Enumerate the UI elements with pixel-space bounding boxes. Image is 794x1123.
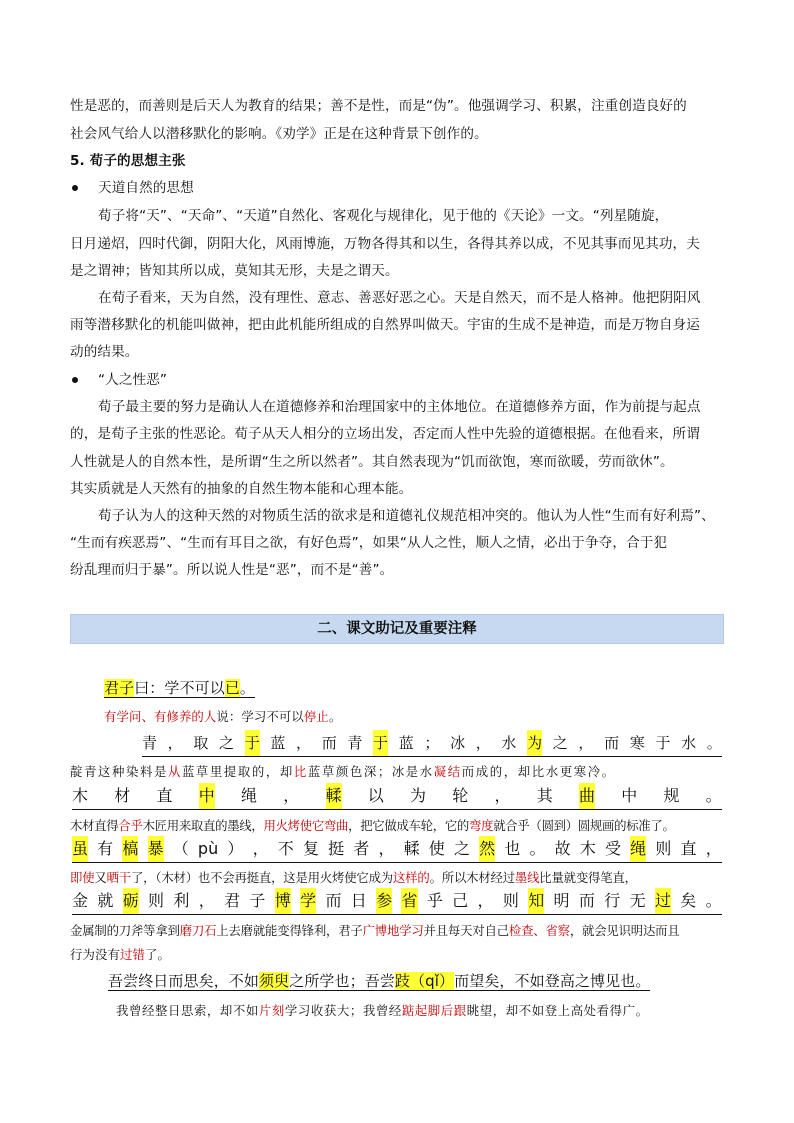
char: 金: [72, 891, 89, 910]
char: ，: [296, 734, 312, 752]
text-span: ，把它做成车轮，它的: [348, 818, 470, 833]
char: 砺: [123, 888, 139, 914]
char: 则: [502, 891, 519, 910]
note-span: 墨线: [514, 870, 540, 885]
char: 寒: [629, 734, 645, 752]
char: ，: [283, 786, 300, 805]
text-span: 。: [239, 679, 256, 697]
char: ，: [494, 786, 511, 805]
note-span: 弯度: [469, 818, 494, 833]
char: 轮: [452, 786, 469, 805]
char: 之: [552, 734, 568, 752]
section-banner: 二、课文助记及重要注释: [70, 614, 724, 644]
char: 君: [224, 891, 241, 910]
char: 輮: [326, 783, 342, 809]
char: 则: [655, 839, 672, 858]
char: ，: [705, 839, 722, 858]
paragraph-line: 雨等潜移默化的机能叫做神，把由此机能所组成的自然界叫做天。宇宙的生成不是神造，而是万物自身运: [70, 317, 700, 333]
char: 己: [452, 891, 469, 910]
char: 而: [321, 734, 337, 752]
char: 中: [199, 783, 215, 809]
bullet-dot-1: [72, 185, 78, 191]
paragraph-line: 荀子认为人的这种天然的对物质生活的欲求是和道德礼仪规范相冲突的。他认为人性“生而有好利焉”、: [98, 508, 715, 524]
note-span: 从: [167, 764, 182, 779]
char: 使: [428, 839, 445, 858]
note-span: 即使: [70, 870, 95, 885]
char: 明: [553, 891, 570, 910]
bullet-item-human-nature: “人之性恶”: [98, 372, 168, 388]
text-span: 说：学习不可以: [216, 709, 304, 724]
char: 者: [353, 839, 370, 858]
char: 绳: [630, 836, 646, 862]
paragraph-line: 是之谓神；皆知其所以成，莫知其无形，夫是之谓天。: [70, 263, 399, 279]
char: 中: [621, 786, 638, 805]
char: 于: [373, 730, 388, 756]
char: 子: [249, 891, 266, 910]
note-span: 停止: [303, 709, 329, 724]
char: 木: [579, 839, 596, 858]
note-span: 检查、省察: [508, 923, 570, 938]
text-span: 学习收获大；我曾经: [284, 1003, 402, 1018]
char: 直: [156, 786, 173, 805]
text-line-6: [108, 967, 650, 995]
char: 利: [173, 891, 190, 910]
paragraph-line: 的，是荀子主张的性恶论。荀子从天人相分的立场出发，否定而人性中先验的道德根据。在他看来，所谓: [70, 426, 700, 442]
char: 规: [663, 786, 680, 805]
char: 就: [97, 891, 114, 910]
text-line-4: [72, 836, 722, 863]
char: ，: [578, 734, 594, 752]
text-span: 蓝草里提取的，却: [181, 764, 294, 779]
text-span: 而成的，却比水更寒冷。: [461, 764, 616, 779]
char: ，: [378, 839, 395, 858]
char: 以: [367, 786, 384, 805]
note-span: 晒干: [106, 870, 131, 885]
text-span: 并且每天对自己: [423, 923, 509, 938]
text-line-5: [72, 888, 722, 915]
char: 而: [325, 891, 342, 910]
text-span: ，就会见识明达而且: [569, 923, 680, 938]
bullet-item-nature: 天道自然的思想: [98, 180, 194, 196]
char: 复: [302, 839, 320, 858]
translation-line-1: [104, 703, 341, 731]
char: 于: [655, 734, 671, 752]
text-span: 靛青这种染料是: [70, 764, 168, 779]
char: 虽: [72, 836, 88, 862]
paragraph-line: 荀子将“天”、“天命”、“天道”自然化、客观化与规律化，见于他的《天论》一文。“列星随旋，: [98, 208, 669, 224]
char: ，: [475, 734, 491, 752]
char: 则: [148, 891, 165, 910]
text-span: 金属制的刀斧等拿到: [70, 923, 180, 938]
char: ，: [198, 891, 215, 910]
text-span: 就合乎（圆到）圆规画的标准了。: [493, 818, 675, 833]
char: 。: [705, 891, 722, 910]
char: 木: [72, 786, 89, 805]
note-span: 踮起脚后跟: [401, 1003, 467, 1018]
note-span: 广博地学习: [362, 923, 424, 938]
char: 而: [604, 734, 620, 752]
char: 日: [350, 891, 367, 910]
note-span: 合乎: [118, 818, 143, 833]
char: 材: [114, 786, 131, 805]
char: 直: [680, 839, 697, 858]
paragraph-line: 纷乱理而归于暴”。所以说人性是“恶”，而不是“善”。: [70, 562, 394, 578]
char: 博: [275, 888, 291, 914]
text-span: 眺望，却不如登上高处看得广。: [466, 1003, 649, 1018]
paragraph-line: “生而有疾恶焉”、“生而有耳目之欲，有好色焉”，如果“从人之性，顺人之情，必出于争夺，合于犯: [70, 535, 668, 551]
char: 有: [97, 839, 114, 858]
char: 之: [219, 734, 235, 752]
keyword: 已: [224, 679, 240, 697]
char: ）: [227, 839, 244, 858]
char: ；: [424, 734, 440, 752]
char: 知: [528, 888, 544, 914]
char: 。: [529, 839, 546, 858]
char: 冰: [450, 734, 466, 752]
char: 为: [410, 786, 427, 805]
paragraph-line: 日月递炤，四时代御，阴阳大化，风雨博施，万物各得其和以生，各得其养以成，不见其事而见其功，夫: [70, 236, 700, 252]
paragraph-line: 荀子最主要的努力是确认人在道德修养和治理国家中的主体地位。在道德修养方面，作为前提与起点: [98, 399, 701, 415]
char: 青: [347, 734, 363, 752]
note-span: 这样的: [392, 870, 430, 885]
intro-line-1: 性是恶的，而善则是后天人为教育的结果；善不是性，而是“伪”。他强调学习、积累，注重创造良好的: [70, 98, 687, 114]
note-span: 有学问、有修养的人: [104, 709, 217, 724]
text-span: 曰：学不可以: [134, 679, 225, 697]
text-span: 木材直得: [70, 818, 119, 833]
char: 于: [245, 730, 260, 756]
char: 。: [706, 734, 722, 752]
char: ，: [167, 734, 183, 752]
text-span: 吾尝终日而思矣，不如: [108, 972, 260, 990]
char: 矣: [680, 891, 697, 910]
intro-line-2: 社会风气给人以潜移默化的影响。《劝学》正是在这种背景下创作的。: [70, 126, 488, 142]
text-span: 了，（木材）也不会再挺直，这是用火烤使它成为: [130, 870, 393, 885]
char: 为: [527, 730, 542, 756]
text-span: 行为没有: [70, 947, 120, 962]
keyword: 君子: [104, 679, 135, 697]
char: 而: [578, 891, 595, 910]
text-span: 。所以木材经过: [429, 870, 515, 885]
text-span: 我曾经整日思索，却不如: [116, 1003, 259, 1018]
keyword: 跂（qǐ）: [394, 972, 455, 990]
char: 曲: [579, 783, 595, 809]
char: 参: [376, 888, 392, 914]
char: 也: [504, 839, 521, 858]
text-span: 比量就变得笔直，: [539, 870, 637, 885]
char: 其: [536, 786, 553, 805]
char: 取: [193, 734, 209, 752]
char: 乎: [426, 891, 443, 910]
text-span: 蓝草颜色深；冰是水: [307, 764, 434, 779]
text-line-3: [72, 783, 722, 810]
text-line-1: [104, 674, 255, 702]
translation-line-2: [70, 758, 616, 786]
char: 輮: [403, 839, 420, 858]
paragraph-line: 其实质就是人天然有的抽象的自然生物本能和心理本能。: [70, 481, 413, 497]
char: 蓝: [270, 734, 286, 752]
char: 挺: [328, 839, 345, 858]
char: 不: [277, 839, 294, 858]
char: （: [172, 839, 189, 858]
text-span: 。: [328, 709, 342, 724]
char: 蓝: [398, 734, 414, 752]
note-span: 比: [293, 764, 308, 779]
char: 绳: [241, 786, 258, 805]
char: 无: [629, 891, 646, 910]
text-span: 而望矣，不如登高之博见也。: [454, 972, 651, 990]
paragraph-line: 动的结果。: [70, 344, 139, 360]
char: 。: [705, 786, 722, 805]
translation-line-5b: [70, 941, 170, 969]
text-span: 上去磨就能变得锋利，君子: [216, 923, 363, 938]
char: ，: [252, 839, 269, 858]
note-span: 过错: [119, 947, 145, 962]
char: 水: [501, 734, 517, 752]
char: pù: [197, 839, 219, 858]
char: 学: [300, 888, 316, 914]
paragraph-line: 在荀子看来，天为自然，没有理性、意志、善恶好恶之心。天是自然天，而不是人格神。他把阴阳风: [98, 290, 701, 306]
char: 水: [681, 734, 697, 752]
note-span: 片刻: [258, 1003, 285, 1018]
char: 之: [453, 839, 471, 858]
char: 槁: [122, 836, 138, 862]
note-span: 凝结: [433, 764, 462, 779]
text-span: 了。: [144, 947, 170, 962]
translation-line-6: [116, 997, 649, 1025]
char: ，: [477, 891, 494, 910]
char: 然: [479, 836, 495, 862]
char: 行: [604, 891, 621, 910]
text-line-2: [142, 730, 722, 757]
char: 过: [655, 888, 671, 914]
text-span: 又: [94, 870, 107, 885]
note-span: 用火烤使它弯曲: [263, 818, 349, 833]
note-span: 磨刀石: [179, 923, 217, 938]
char: 受: [605, 839, 622, 858]
text-span: 木匠用来取直的墨线，: [142, 818, 264, 833]
section-heading: 5. 荀子的思想主张: [70, 153, 186, 169]
paragraph-line: 人性就是人的自然本性，是所谓“生之所以然者”。其自然表现为“饥而欲饱，寒而欲暖，劳而欲休”。: [70, 454, 674, 470]
char: 故: [554, 839, 571, 858]
bullet-dot-2: [72, 377, 78, 383]
char: 省: [401, 888, 417, 914]
char: 暴: [148, 836, 164, 862]
text-span: 之所学也；吾尝: [289, 972, 395, 990]
keyword: 须臾: [259, 972, 290, 990]
char: 青: [142, 734, 158, 752]
